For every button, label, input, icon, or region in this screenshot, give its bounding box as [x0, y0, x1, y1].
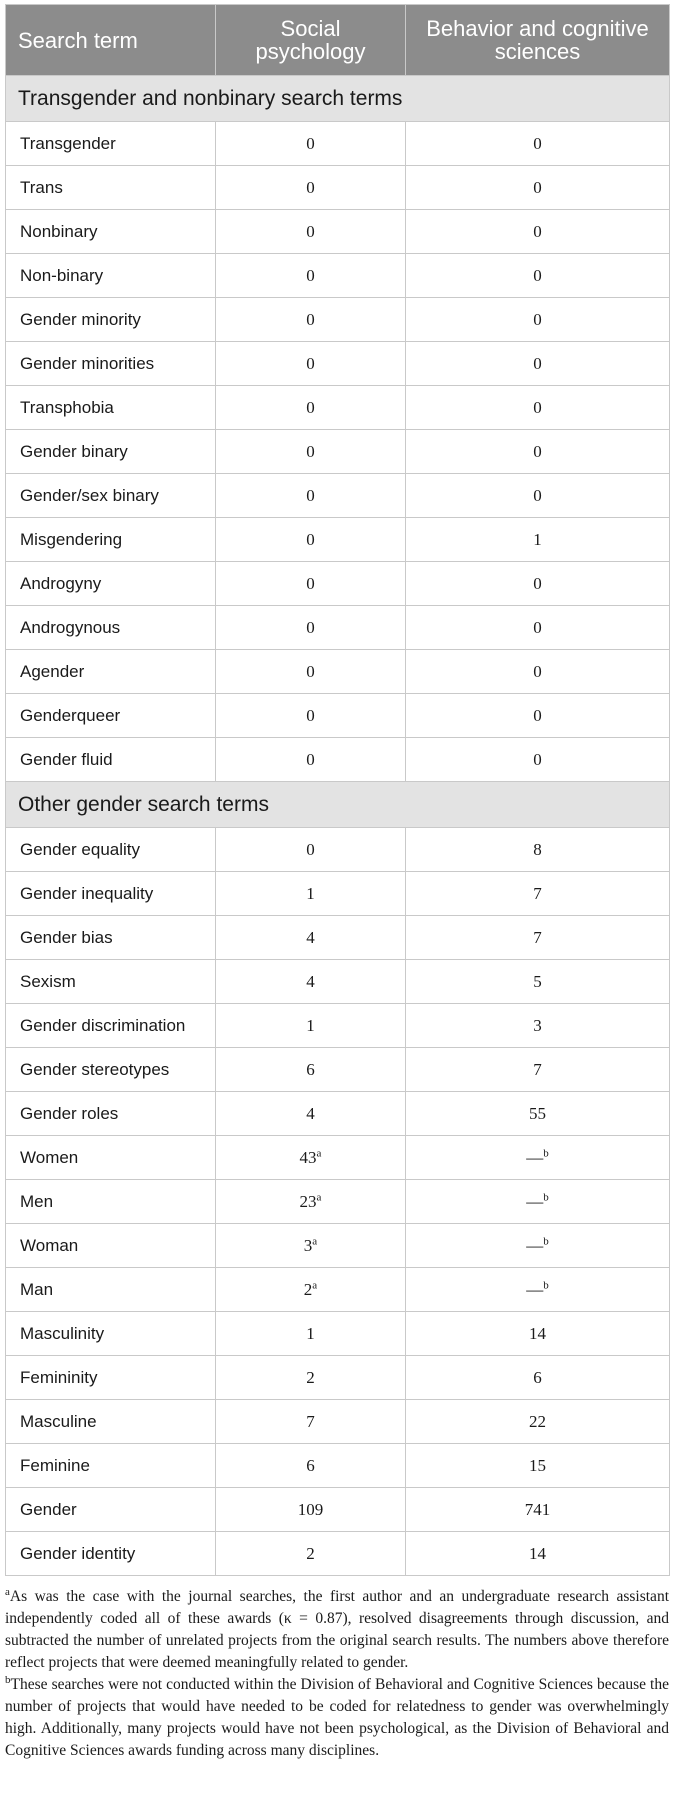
table-header: [6, 5, 670, 76]
behavior-cognitive-value: —: [526, 1147, 544, 1167]
social-psychology-cell: [216, 1136, 406, 1180]
table-row: [6, 916, 670, 960]
table-row: [6, 210, 670, 254]
term-cell: Agender: [6, 650, 216, 694]
social-psychology-value: 0: [306, 177, 315, 197]
behavior-cognitive-value: —: [526, 1235, 544, 1255]
term-cell: Woman: [6, 1224, 216, 1268]
table-row: [6, 1312, 670, 1356]
table-row: [6, 960, 670, 1004]
behavior-cognitive-cell: [406, 210, 670, 254]
social-psychology-value: 0: [306, 309, 315, 329]
behavior-cognitive-cell: [406, 650, 670, 694]
footnote-text: As was the case with the journal searches, the first author and an undergraduate research assistant independently coded all of these awards (κ = 0.87), resolved disagreements through discussion, and subtracted the number of unrelated projects from the original search results. The numbers above therefore reflect projects that were deemed meaningfully related to gender.: [5, 1588, 669, 1671]
social-psychology-value: 6: [306, 1455, 315, 1475]
social-psychology-cell: [216, 1356, 406, 1400]
social-psychology-cell: [216, 960, 406, 1004]
behavior-cognitive-cell: [406, 1048, 670, 1092]
social-psychology-value: 0: [306, 353, 315, 373]
social-psychology-value: 4: [306, 927, 315, 947]
behavior-cognitive-value: 0: [533, 573, 542, 593]
section-title: Transgender and nonbinary search terms: [6, 76, 670, 122]
term-cell: Gender binary: [6, 430, 216, 474]
footnote-text: These searches were not conducted within the Division of Behavioral and Cognitive Sciences because the number of projects that would have needed to be coded for relatedness to gender was overwhelmingly high. Additionally, many projects would have not been psychological, as the Division of Behavioral and Cognitive Sciences awards funding across many disciplines.: [5, 1676, 669, 1759]
footnote-marker: b: [543, 1146, 549, 1159]
social-psychology-value: 0: [306, 705, 315, 725]
behavior-cognitive-value: 0: [533, 485, 542, 505]
term-cell: Nonbinary: [6, 210, 216, 254]
social-psychology-value: 0: [306, 839, 315, 859]
section-title: Other gender search terms: [6, 782, 670, 828]
footnote-marker: a: [312, 1234, 318, 1247]
table-row: [6, 1092, 670, 1136]
table-row: [6, 386, 670, 430]
behavior-cognitive-value: 3: [533, 1015, 542, 1035]
table-row: [6, 606, 670, 650]
term-cell: Masculinity: [6, 1312, 216, 1356]
term-cell: Trans: [6, 166, 216, 210]
social-psychology-cell: [216, 1532, 406, 1576]
behavior-cognitive-cell: [406, 342, 670, 386]
behavior-cognitive-value: 7: [533, 1059, 542, 1079]
social-psychology-cell: [216, 872, 406, 916]
term-cell: Gender stereotypes: [6, 1048, 216, 1092]
header-search-term: Search term: [6, 5, 216, 76]
footnote-marker: b: [5, 1673, 11, 1686]
behavior-cognitive-value: 0: [533, 353, 542, 373]
footnote-marker: b: [543, 1190, 549, 1203]
social-psychology-value: 0: [306, 617, 315, 637]
term-cell: Sexism: [6, 960, 216, 1004]
behavior-cognitive-value: —: [526, 1191, 544, 1211]
footnote-marker: b: [543, 1234, 549, 1247]
social-psychology-value: 1: [306, 883, 315, 903]
term-cell: Masculine: [6, 1400, 216, 1444]
term-cell: Androgynous: [6, 606, 216, 650]
behavior-cognitive-value: 0: [533, 177, 542, 197]
social-psychology-value: 0: [306, 265, 315, 285]
social-psychology-value: 0: [306, 133, 315, 153]
social-psychology-value: 7: [306, 1411, 315, 1431]
social-psychology-value: 1: [306, 1323, 315, 1343]
behavior-cognitive-cell: [406, 872, 670, 916]
behavior-cognitive-cell: [406, 1356, 670, 1400]
term-cell: Men: [6, 1180, 216, 1224]
behavior-cognitive-value: 0: [533, 397, 542, 417]
social-psychology-cell: [216, 738, 406, 782]
social-psychology-value: 2: [303, 1279, 313, 1299]
behavior-cognitive-value: 8: [533, 839, 542, 859]
behavior-cognitive-value: 741: [524, 1499, 551, 1519]
behavior-cognitive-cell: [406, 916, 670, 960]
table-row: [6, 1532, 670, 1576]
social-psychology-value: 0: [306, 397, 315, 417]
social-psychology-cell: [216, 122, 406, 166]
footnote-marker: a: [316, 1146, 322, 1159]
table-row: [6, 254, 670, 298]
social-psychology-value: 0: [306, 441, 315, 461]
term-cell: Misgendering: [6, 518, 216, 562]
behavior-cognitive-value: 1: [533, 529, 542, 549]
behavior-cognitive-value: 0: [533, 617, 542, 637]
section-row: [6, 782, 670, 828]
behavior-cognitive-cell: [406, 562, 670, 606]
table-row: [6, 562, 670, 606]
behavior-cognitive-cell: [406, 1532, 670, 1576]
social-psychology-cell: [216, 1224, 406, 1268]
behavior-cognitive-cell: [406, 1224, 670, 1268]
header-social-psychology: Social psychology: [216, 5, 406, 76]
behavior-cognitive-cell: [406, 694, 670, 738]
term-cell: Man: [6, 1268, 216, 1312]
table-row: [6, 1444, 670, 1488]
footnote-marker: a: [316, 1190, 322, 1203]
behavior-cognitive-cell: [406, 254, 670, 298]
social-psychology-cell: [216, 298, 406, 342]
behavior-cognitive-value: 0: [533, 221, 542, 241]
social-psychology-cell: [216, 1092, 406, 1136]
term-cell: Gender discrimination: [6, 1004, 216, 1048]
footnote-a: [5, 1586, 669, 1674]
social-psychology-cell: [216, 254, 406, 298]
behavior-cognitive-cell: [406, 1488, 670, 1532]
social-psychology-value: 1: [306, 1015, 315, 1035]
table-row: [6, 1400, 670, 1444]
social-psychology-value: 4: [306, 971, 315, 991]
social-psychology-value: 23: [299, 1191, 317, 1211]
term-cell: Gender minority: [6, 298, 216, 342]
table-row: [6, 342, 670, 386]
table-row: [6, 738, 670, 782]
footnote-marker: a: [312, 1278, 318, 1291]
social-psychology-value: 0: [306, 573, 315, 593]
social-psychology-value: 0: [306, 221, 315, 241]
behavior-cognitive-cell: [406, 474, 670, 518]
social-psychology-cell: [216, 1444, 406, 1488]
behavior-cognitive-value: 0: [533, 661, 542, 681]
social-psychology-value: 0: [306, 661, 315, 681]
behavior-cognitive-cell: [406, 1136, 670, 1180]
term-cell: Femininity: [6, 1356, 216, 1400]
social-psychology-value: 0: [306, 749, 315, 769]
behavior-cognitive-cell: [406, 166, 670, 210]
behavior-cognitive-value: 15: [529, 1455, 546, 1475]
behavior-cognitive-cell: [406, 1092, 670, 1136]
behavior-cognitive-value: 0: [533, 133, 542, 153]
behavior-cognitive-cell: [406, 1180, 670, 1224]
table-body: [6, 76, 670, 1576]
social-psychology-cell: [216, 342, 406, 386]
term-cell: Non-binary: [6, 254, 216, 298]
social-psychology-cell: [216, 650, 406, 694]
term-cell: Feminine: [6, 1444, 216, 1488]
term-cell: Gender fluid: [6, 738, 216, 782]
behavior-cognitive-cell: [406, 1004, 670, 1048]
behavior-cognitive-cell: [406, 430, 670, 474]
table-row: [6, 1488, 670, 1532]
behavior-cognitive-cell: [406, 1312, 670, 1356]
social-psychology-value: 2: [306, 1367, 315, 1387]
table-row: [6, 694, 670, 738]
behavior-cognitive-value: 0: [533, 441, 542, 461]
table-row: [6, 1004, 670, 1048]
social-psychology-cell: [216, 166, 406, 210]
social-psychology-cell: [216, 694, 406, 738]
table-container: [5, 4, 669, 1762]
social-psychology-cell: [216, 474, 406, 518]
term-cell: Gender identity: [6, 1532, 216, 1576]
table-row: [6, 1180, 670, 1224]
behavior-cognitive-value: —: [526, 1279, 544, 1299]
table-row: [6, 518, 670, 562]
behavior-cognitive-value: 0: [533, 265, 542, 285]
behavior-cognitive-value: 6: [533, 1367, 542, 1387]
social-psychology-cell: [216, 606, 406, 650]
term-cell: Gender: [6, 1488, 216, 1532]
term-cell: Transphobia: [6, 386, 216, 430]
behavior-cognitive-value: 22: [529, 1411, 546, 1431]
table-row: [6, 1224, 670, 1268]
behavior-cognitive-cell: [406, 518, 670, 562]
table-row: [6, 122, 670, 166]
social-psychology-cell: [216, 1312, 406, 1356]
social-psychology-value: 2: [306, 1543, 315, 1563]
term-cell: Gender bias: [6, 916, 216, 960]
table-row: [6, 474, 670, 518]
term-cell: Gender inequality: [6, 872, 216, 916]
social-psychology-cell: [216, 210, 406, 254]
table-row: [6, 1136, 670, 1180]
social-psychology-cell: [216, 916, 406, 960]
behavior-cognitive-cell: [406, 1400, 670, 1444]
table-row: [6, 828, 670, 872]
social-psychology-cell: [216, 1268, 406, 1312]
table-row: [6, 430, 670, 474]
term-cell: Gender minorities: [6, 342, 216, 386]
behavior-cognitive-value: 7: [533, 883, 542, 903]
behavior-cognitive-value: 14: [529, 1543, 546, 1563]
table-row: [6, 872, 670, 916]
term-cell: Gender equality: [6, 828, 216, 872]
social-psychology-cell: [216, 1048, 406, 1092]
behavior-cognitive-value: 14: [529, 1323, 546, 1343]
social-psychology-value: 4: [306, 1103, 315, 1123]
table-row: [6, 1268, 670, 1312]
social-psychology-cell: [216, 430, 406, 474]
behavior-cognitive-cell: [406, 1268, 670, 1312]
table-row: [6, 298, 670, 342]
social-psychology-value: 6: [306, 1059, 315, 1079]
social-psychology-value: 3: [303, 1235, 313, 1255]
social-psychology-cell: [216, 828, 406, 872]
social-psychology-value: 43: [299, 1147, 317, 1167]
behavior-cognitive-value: 5: [533, 971, 542, 991]
table-row: [6, 1356, 670, 1400]
term-cell: Androgyny: [6, 562, 216, 606]
term-cell: Transgender: [6, 122, 216, 166]
social-psychology-value: 109: [297, 1499, 324, 1519]
search-terms-table: [5, 4, 670, 1576]
behavior-cognitive-cell: [406, 738, 670, 782]
social-psychology-cell: [216, 562, 406, 606]
table-row: [6, 650, 670, 694]
social-psychology-cell: [216, 518, 406, 562]
term-cell: Gender/sex binary: [6, 474, 216, 518]
social-psychology-cell: [216, 386, 406, 430]
behavior-cognitive-cell: [406, 828, 670, 872]
footnote-b: [5, 1674, 669, 1762]
social-psychology-cell: [216, 1400, 406, 1444]
header-behavior-cognitive: Behavior and cognitive sciences: [406, 5, 670, 76]
footnote-marker: a: [5, 1585, 10, 1598]
behavior-cognitive-cell: [406, 298, 670, 342]
table-row: [6, 166, 670, 210]
behavior-cognitive-cell: [406, 1444, 670, 1488]
social-psychology-cell: [216, 1180, 406, 1224]
behavior-cognitive-value: 0: [533, 309, 542, 329]
behavior-cognitive-cell: [406, 606, 670, 650]
term-cell: Genderqueer: [6, 694, 216, 738]
footnotes: [5, 1586, 669, 1762]
footnote-marker: b: [543, 1278, 549, 1291]
behavior-cognitive-value: 7: [533, 927, 542, 947]
social-psychology-cell: [216, 1004, 406, 1048]
table-row: [6, 1048, 670, 1092]
behavior-cognitive-value: 55: [529, 1103, 546, 1123]
term-cell: Women: [6, 1136, 216, 1180]
section-row: [6, 76, 670, 122]
behavior-cognitive-value: 0: [533, 705, 542, 725]
social-psychology-cell: [216, 1488, 406, 1532]
behavior-cognitive-cell: [406, 122, 670, 166]
term-cell: Gender roles: [6, 1092, 216, 1136]
behavior-cognitive-cell: [406, 960, 670, 1004]
social-psychology-value: 0: [306, 529, 315, 549]
behavior-cognitive-value: 0: [533, 749, 542, 769]
social-psychology-value: 0: [306, 485, 315, 505]
behavior-cognitive-cell: [406, 386, 670, 430]
